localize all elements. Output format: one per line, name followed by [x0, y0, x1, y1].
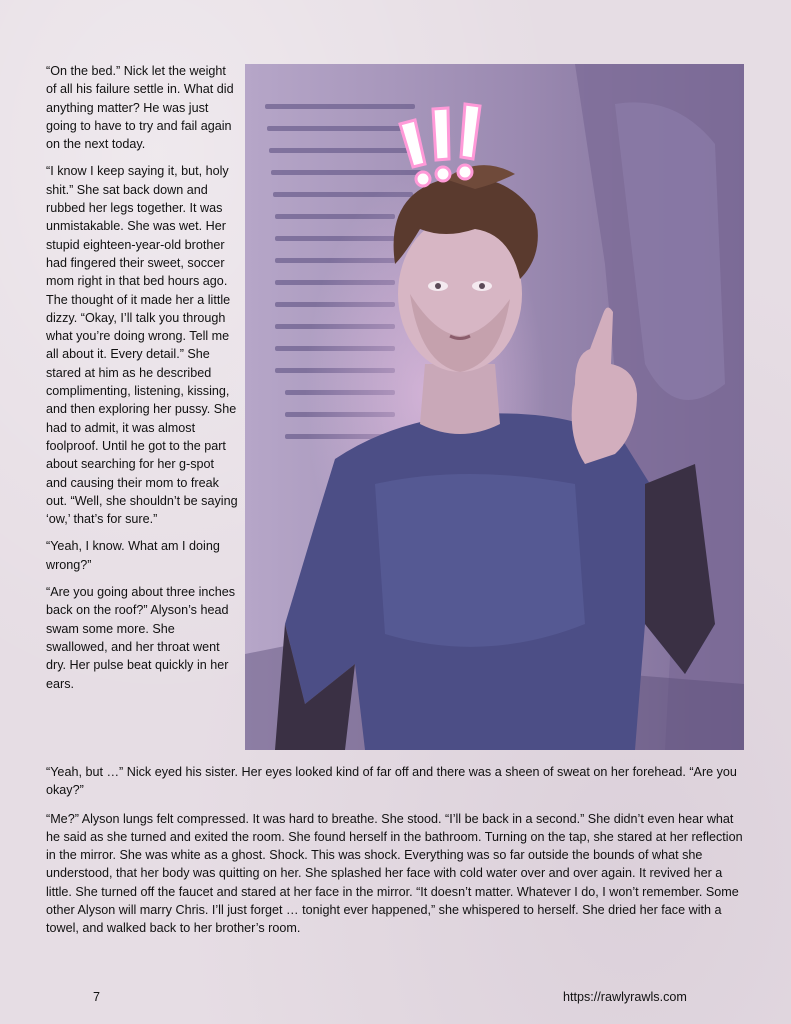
- paragraph: “Yeah, but …” Nick eyed his sister. Her eyes looked kind of far off and there was a sheen of sweat on her forehead. “Are you okay?”: [46, 765, 737, 798]
- full-width-text: [46, 763, 746, 948]
- paragraph: “Are you going about three inches back on the roof?” Alyson’s head swam some more. She swallowed, and her throat went dry. Her pulse beat quickly in her ears.: [46, 585, 236, 691]
- paragraph: “Me?” Alyson lungs felt compressed. It was hard to breathe. She stood. “I’ll be back in a second.” She didn’t even hear what he said as she turned and exited the room. She found herself in the bathroom. Turning on the tap, she stared at her reflection in the mirror. She was white as a ghost. Shock. This was shock. Everything was so far outside the bounds of what she understood, that her body was quitting on her. She splashed her face with cold water over and over again. It revived her a little. She turned off the faucet and stared at her face in the mirror. “It doesn’t matter. Whatever I do, I won’t remember. Some other Alyson will marry Chris. I’ll just forget … tonight ever happened,” she whispered to herself. She dried her face with a towel, and walked back to her brother’s room.: [46, 811, 743, 936]
- paragraph: “I know I keep saying it, but, holy shit.” She sat back down and rubbed her legs together. It was unmistakable. She was wet. Her stupid eighteen-year-old brother had fingered their sweet, soccer mom right in that bed hours ago. The thought of it made her a little dizzy. “Okay, I’ll talk you through what you’re doing wrong. Tell me all about it. Every detail.” She stared at him as he described complimenting, listening, kissing, and then exploring her pussy. She had to admit, it was almost foolproof. Until he got to the part about searching for her g-spot and causing their mom to freak out. “Well, she shouldn’t be saying ‘ow,’ that’s for sure.”: [46, 164, 238, 527]
- page-number: 7: [93, 990, 101, 1004]
- paragraph: “On the bed.” Nick let the weight of all his failure settle in. What did anything matter? He was just going to have to try and fail again on the next today.: [46, 64, 234, 152]
- footer-url: https://rawlyrawls.com: [563, 990, 687, 1004]
- left-text-column: [46, 62, 238, 702]
- paragraph: “Yeah, I know. What am I doing wrong?”: [46, 539, 220, 572]
- illustration-art: [245, 64, 744, 750]
- illustration: [245, 64, 744, 750]
